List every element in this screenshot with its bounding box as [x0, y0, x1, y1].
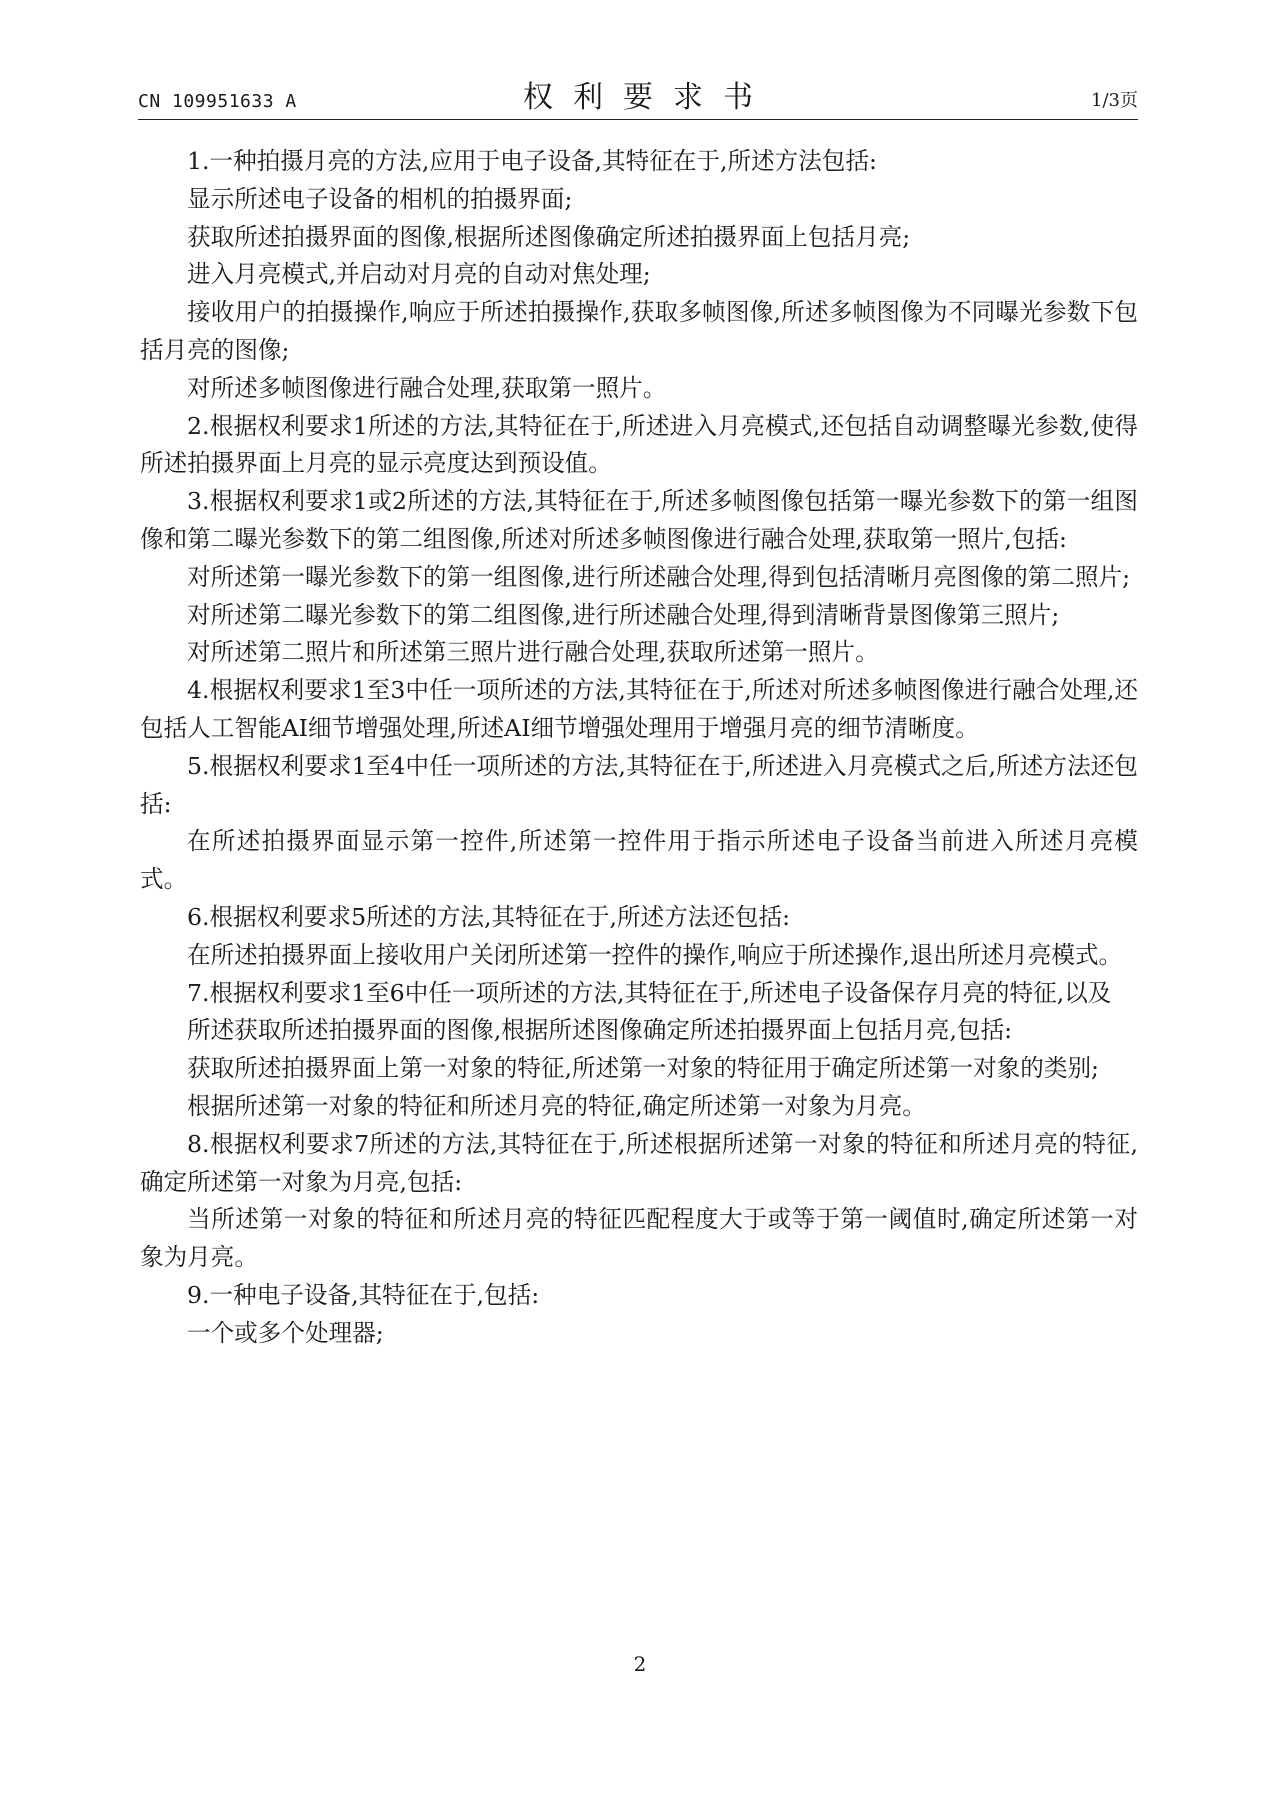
- claim-paragraph: 6.根据权利要求5所述的方法,其特征在于,所述方法还包括:: [187, 902, 791, 931]
- page-number: 2: [633, 1652, 647, 1676]
- claim-paragraph: 显示所述电子设备的相机的拍摄界面;: [187, 184, 573, 213]
- document-id: CN 109951633 A: [138, 91, 297, 112]
- claim-paragraph: 所述获取所述拍摄界面的图像,根据所述图像确定所述拍摄界面上包括月亮,包括:: [187, 1016, 1013, 1045]
- claim-paragraph: 3.根据权利要求1或2所述的方法,其特征在于,所述多帧图像包括第一曝光参数下的第一组图像和第二曝光参数下的第二组图像,所述对所述多帧图像进行融合处理,获取第一照片,包括:: [140, 487, 1138, 553]
- claim-paragraph: 在所述拍摄界面显示第一控件,所述第一控件用于指示所述电子设备当前进入所述月亮模式。: [140, 827, 1138, 894]
- claim-paragraph: 在所述拍摄界面上接收用户关闭所述第一控件的操作,响应于所述操作,退出所述月亮模式。: [187, 940, 1123, 969]
- claim-paragraph: 对所述第二曝光参数下的第二组图像,进行所述融合处理,得到清晰背景图像第三照片;: [187, 600, 1060, 629]
- claim-paragraph: 9.一种电子设备,其特征在于,包括:: [187, 1280, 540, 1309]
- claim-paragraph: 8.根据权利要求7所述的方法,其特征在于,所述根据所述第一对象的特征和所述月亮的特征,确定所述第一对象为月亮,包括:: [140, 1129, 1138, 1196]
- page-header: [138, 72, 1138, 118]
- claim-paragraph: 获取所述拍摄界面的图像,根据所述图像确定所述拍摄界面上包括月亮;: [187, 222, 911, 251]
- header-rule: [138, 119, 1138, 120]
- claim-paragraph: 进入月亮模式,并启动对月亮的自动对焦处理;: [187, 260, 651, 289]
- page-label: 1/3页: [1091, 90, 1138, 111]
- claim-paragraph: 接收用户的拍摄操作,响应于所述拍摄操作,获取多帧图像,所述多帧图像为不同曝光参数下包括月亮的图像;: [140, 298, 1138, 364]
- claim-paragraph: 当所述第一对象的特征和所述月亮的特征匹配程度大于或等于第一阈值时,确定所述第一对象为月亮。: [140, 1205, 1138, 1272]
- claim-paragraph: 对所述第一曝光参数下的第一组图像,进行所述融合处理,得到包括清晰月亮图像的第二照片;: [187, 562, 1131, 591]
- claim-paragraph: 2.根据权利要求1所述的方法,其特征在于,所述进入月亮模式,还包括自动调整曝光参数,使得所述拍摄界面上月亮的显示亮度达到预设值。: [140, 411, 1138, 478]
- claims-body: [140, 143, 1138, 1353]
- claim-paragraph: 一个或多个处理器;: [187, 1318, 384, 1347]
- claim-paragraph: 4.根据权利要求1至3中任一项所述的方法,其特征在于,所述对所述多帧图像进行融合处理,还包括人工智能AI细节增强处理,所述AI细节增强处理用于增强月亮的细节清晰度。: [140, 676, 1138, 742]
- claim-paragraph: 7.根据权利要求1至6中任一项所述的方法,其特征在于,所述电子设备保存月亮的特征,以及: [187, 978, 1112, 1007]
- claim-paragraph: 1.一种拍摄月亮的方法,应用于电子设备,其特征在于,所述方法包括:: [187, 147, 877, 175]
- claim-paragraph: 5.根据权利要求1至4中任一项所述的方法,其特征在于,所述进入月亮模式之后,所述方法还包括:: [140, 751, 1138, 818]
- claim-paragraph: 获取所述拍摄界面上第一对象的特征,所述第一对象的特征用于确定所述第一对象的类别;: [187, 1054, 1100, 1083]
- claim-paragraph: 根据所述第一对象的特征和所述月亮的特征,确定所述第一对象为月亮。: [187, 1091, 926, 1120]
- claim-paragraph: 对所述第二照片和所述第三照片进行融合处理,获取所述第一照片。: [187, 638, 879, 667]
- claim-paragraph: 对所述多帧图像进行融合处理,获取第一照片。: [187, 373, 667, 402]
- document-title: 权利要求书: [523, 80, 773, 115]
